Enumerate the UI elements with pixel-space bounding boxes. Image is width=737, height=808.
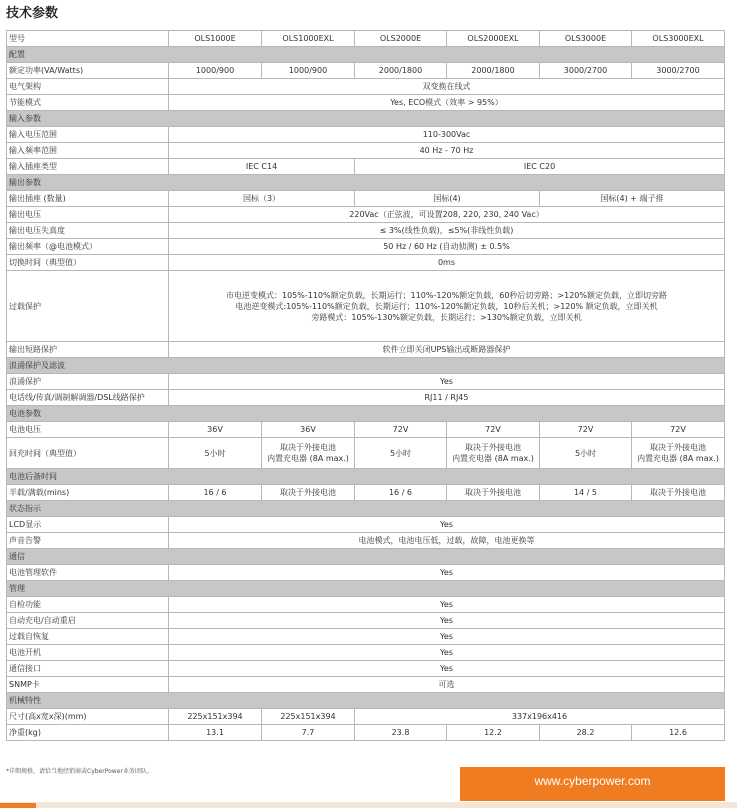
spec-value: 取决于外接电池 — [447, 485, 540, 501]
spec-value: 110-300Vac — [169, 127, 725, 143]
spec-row — [7, 31, 725, 47]
spec-label: SNMP卡 — [7, 677, 169, 693]
spec-value: OLS2000E — [355, 31, 447, 47]
spec-row — [7, 438, 725, 469]
spec-value: 3000/2700 — [632, 63, 725, 79]
spec-value: 可选 — [169, 677, 725, 693]
spec-label: 输入频率范围 — [7, 143, 169, 159]
spec-value: Yes — [169, 645, 725, 661]
spec-value: Yes — [169, 565, 725, 581]
spec-row — [7, 517, 725, 533]
spec-row — [7, 390, 725, 406]
spec-value: 取决于外接电池 内置充电器 (8A max.) — [262, 438, 355, 469]
spec-value: 软件立即关闭UPS输出或断路器保护 — [169, 342, 725, 358]
spec-row — [7, 485, 725, 501]
spec-label: 电气架构 — [7, 79, 169, 95]
spec-value: Yes — [169, 613, 725, 629]
spec-value: 16 / 6 — [355, 485, 447, 501]
spec-value: 5小时 — [169, 438, 262, 469]
spec-value: 72V — [447, 422, 540, 438]
spec-row — [7, 565, 725, 581]
spec-label: 自动充电/自动重启 — [7, 613, 169, 629]
spec-row — [7, 191, 725, 207]
section-header-row — [7, 469, 725, 485]
spec-value: 取决于外接电池 — [632, 485, 725, 501]
spec-row — [7, 613, 725, 629]
spec-row — [7, 677, 725, 693]
spec-value: 28.2 — [540, 725, 632, 741]
spec-value: 电池模式，电池电压低，过载，故障，电池更换等 — [169, 533, 725, 549]
spec-value: 13.1 — [169, 725, 262, 741]
spec-row — [7, 79, 725, 95]
spec-table — [6, 30, 725, 741]
spec-label: 通信接口 — [7, 661, 169, 677]
spec-label: 过载自恢复 — [7, 629, 169, 645]
spec-value: 16 / 6 — [169, 485, 262, 501]
spec-value: 220Vac（正弦波，可设置208, 220, 230, 240 Vac） — [169, 207, 725, 223]
spec-value: 取决于外接电池 内置充电器 (8A max.) — [632, 438, 725, 469]
spec-value: OLS2000EXL — [447, 31, 540, 47]
spec-label: 尺寸(高x宽x深)(mm) — [7, 709, 169, 725]
section-header-row — [7, 581, 725, 597]
spec-value: Yes — [169, 661, 725, 677]
footnote: *详细规格，请恰当地经销商或CyberPower业务团队。 — [6, 768, 153, 775]
spec-label: 过载保护 — [7, 271, 169, 342]
section-header: 输出参数 — [7, 175, 725, 191]
spec-row — [7, 255, 725, 271]
spec-label: 电池管理软件 — [7, 565, 169, 581]
spec-value: 国标(4) — [355, 191, 540, 207]
section-header-row — [7, 358, 725, 374]
spec-row — [7, 533, 725, 549]
section-header: 浪涌保护及滤波 — [7, 358, 725, 374]
section-header: 状态指示 — [7, 501, 725, 517]
spec-row — [7, 661, 725, 677]
spec-row — [7, 159, 725, 175]
spec-label: 电池电压 — [7, 422, 169, 438]
spec-value: 72V — [632, 422, 725, 438]
spec-row — [7, 95, 725, 111]
spec-value: 36V — [262, 422, 355, 438]
spec-value: 1000/900 — [169, 63, 262, 79]
section-header: 输入参数 — [7, 111, 725, 127]
spec-value: IEC C20 — [355, 159, 725, 175]
section-header-row — [7, 111, 725, 127]
spec-value: 双变换在线式 — [169, 79, 725, 95]
spec-value: 225x151x394 — [169, 709, 262, 725]
spec-value: 72V — [355, 422, 447, 438]
section-header: 电池参数 — [7, 406, 725, 422]
spec-value: IEC C14 — [169, 159, 355, 175]
spec-row — [7, 342, 725, 358]
spec-row — [7, 597, 725, 613]
page-title: 技术参数 — [6, 6, 59, 21]
spec-row — [7, 207, 725, 223]
section-header: 通信 — [7, 549, 725, 565]
spec-value: OLS1000E — [169, 31, 262, 47]
section-header: 配置 — [7, 47, 725, 63]
spec-value: 2000/1800 — [447, 63, 540, 79]
spec-row — [7, 725, 725, 741]
section-header-row — [7, 47, 725, 63]
spec-row — [7, 127, 725, 143]
section-header-row — [7, 175, 725, 191]
spec-label: 输入插座类型 — [7, 159, 169, 175]
spec-value: Yes — [169, 629, 725, 645]
spec-value: 50 Hz / 60 Hz (自动侦测) ± 0.5% — [169, 239, 725, 255]
spec-row — [7, 63, 725, 79]
bottom-accent-mark — [0, 803, 36, 808]
section-header-row — [7, 406, 725, 422]
spec-label: 自检功能 — [7, 597, 169, 613]
spec-row — [7, 143, 725, 159]
spec-value: 14 / 5 — [540, 485, 632, 501]
spec-label: 回充时间（典型值） — [7, 438, 169, 469]
spec-value: 12.2 — [447, 725, 540, 741]
spec-value: 取决于外接电池 内置充电器 (8A max.) — [447, 438, 540, 469]
spec-label: 净重(kg) — [7, 725, 169, 741]
spec-label: LCD显示 — [7, 517, 169, 533]
section-header-row — [7, 549, 725, 565]
spec-label: 半载/满载(mins) — [7, 485, 169, 501]
spec-value: 7.7 — [262, 725, 355, 741]
spec-value: 72V — [540, 422, 632, 438]
spec-value: Yes — [169, 597, 725, 613]
spec-value: OLS3000EXL — [632, 31, 725, 47]
spec-value: ≤ 3%(线性负载)，≤5%(非线性负载) — [169, 223, 725, 239]
spec-value: 2000/1800 — [355, 63, 447, 79]
spec-value: RJ11 / RJ45 — [169, 390, 725, 406]
spec-label: 输出短路保护 — [7, 342, 169, 358]
spec-label: 切换时间（典型值） — [7, 255, 169, 271]
section-header: 机械特性 — [7, 693, 725, 709]
spec-label: 浪涌保护 — [7, 374, 169, 390]
spec-label: 输出电压失真度 — [7, 223, 169, 239]
spec-label: 节能模式 — [7, 95, 169, 111]
spec-row — [7, 374, 725, 390]
spec-value: OLS3000E — [540, 31, 632, 47]
spec-row — [7, 223, 725, 239]
spec-value: 市电逆变模式：105%-110%额定负载，长期运行；110%-120%额定负载，60秒后切旁路；>120%额定负载，立即切旁路 电池逆变模式:105%-110%额定负载，长期运行；110%-120%额定负载，10秒后关机；>120% 额定负载，立即关机 旁路模式：105%-130%额定负载，长期运行；>130%额定负载，立即关机 — [169, 271, 725, 342]
spec-row — [7, 645, 725, 661]
spec-label: 型号 — [7, 31, 169, 47]
spec-label: 输出电压 — [7, 207, 169, 223]
bottom-strip — [0, 802, 737, 808]
spec-value: 1000/900 — [262, 63, 355, 79]
spec-value: 36V — [169, 422, 262, 438]
spec-value: 12.6 — [632, 725, 725, 741]
spec-value: 5小时 — [355, 438, 447, 469]
spec-value: Yes — [169, 517, 725, 533]
spec-value: Yes, ECO模式（效率 > 95%） — [169, 95, 725, 111]
spec-label: 电池开机 — [7, 645, 169, 661]
spec-row — [7, 239, 725, 255]
spec-row — [7, 422, 725, 438]
spec-label: 输出频率（@电池模式） — [7, 239, 169, 255]
spec-value: 23.8 — [355, 725, 447, 741]
spec-value: 取决于外接电池 — [262, 485, 355, 501]
spec-value: 国标(4) + 端子排 — [540, 191, 725, 207]
spec-value: Yes — [169, 374, 725, 390]
spec-label: 声音告警 — [7, 533, 169, 549]
section-header: 电池后备时间 — [7, 469, 725, 485]
spec-value: 40 Hz - 70 Hz — [169, 143, 725, 159]
spec-value: 337x196x416 — [355, 709, 725, 725]
spec-value: 0ms — [169, 255, 725, 271]
section-header-row — [7, 693, 725, 709]
spec-value: 3000/2700 — [540, 63, 632, 79]
section-header-row — [7, 501, 725, 517]
section-header: 管理 — [7, 581, 725, 597]
spec-label: 额定功率(VA/Watts) — [7, 63, 169, 79]
spec-row — [7, 629, 725, 645]
spec-label: 输入电压范围 — [7, 127, 169, 143]
spec-row — [7, 271, 725, 342]
spec-label: 电话线/传真/调制解调器/DSL线路保护 — [7, 390, 169, 406]
website-banner[interactable]: www.cyberpower.com — [460, 767, 725, 801]
spec-value: 225x151x394 — [262, 709, 355, 725]
spec-value: 5小时 — [540, 438, 632, 469]
spec-label: 输出插座 (数量) — [7, 191, 169, 207]
spec-value: OLS1000EXL — [262, 31, 355, 47]
spec-value: 国标（3） — [169, 191, 355, 207]
spec-row — [7, 709, 725, 725]
